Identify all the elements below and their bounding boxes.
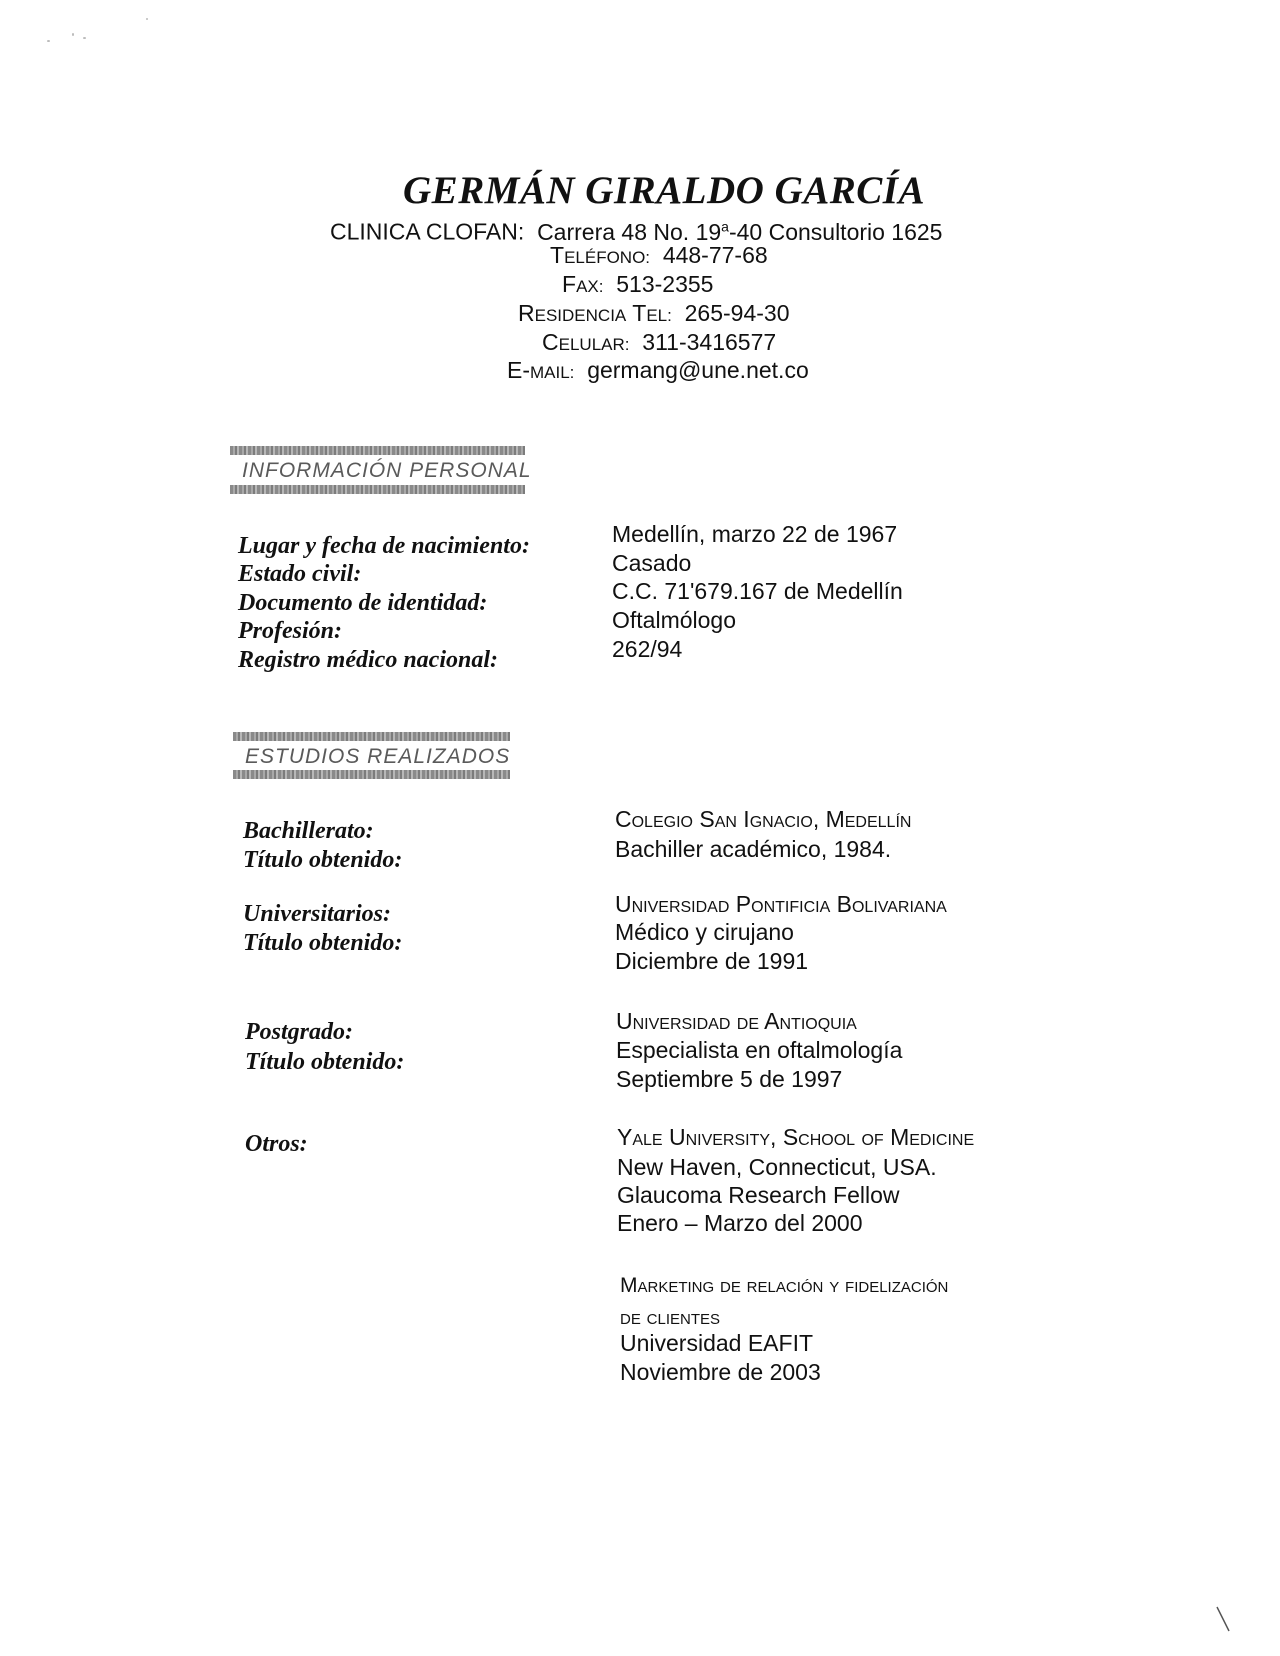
email-line <box>507 356 809 387</box>
section-banner-studies <box>233 732 510 779</box>
study-institution: Universidad EAFIT <box>620 1330 814 1356</box>
study-institution: Universidad de Antioquia <box>616 1008 857 1034</box>
fax-label: FAX: <box>562 271 604 297</box>
phone-value: 448-77-68 <box>662 242 768 268</box>
personal-value: Casado <box>612 550 692 576</box>
study-institution-cont: de clientes <box>620 1306 721 1329</box>
study-location: New Haven, Connecticut, USA. <box>617 1154 937 1180</box>
personal-value: C.C. 71'679.167 de Medellín <box>612 578 903 604</box>
section-title: ESTUDIOS REALIZADOS <box>245 745 511 768</box>
fax-value: 513-2355 <box>616 271 714 297</box>
scan-mark <box>1215 1605 1235 1635</box>
study-label: Título obtenido: <box>243 847 403 873</box>
study-date: Diciembre de 1991 <box>615 948 809 974</box>
cell-label: CELULAR: <box>542 329 630 355</box>
phone-label: TELÉFONO: <box>550 242 651 268</box>
study-date: Noviembre de 2003 <box>620 1359 821 1385</box>
email-label: E-MAIL: <box>507 357 575 383</box>
cell-value: 311-3416577 <box>642 329 777 355</box>
scan-speck <box>83 37 86 39</box>
study-role: Glaucoma Research Fellow <box>617 1182 900 1208</box>
personal-label: Documento de identidad: <box>238 590 488 616</box>
person-name: GERMÁN GIRALDO GARCÍA <box>403 169 925 212</box>
residence-label: RESIDENCIA TEL: <box>518 300 672 326</box>
residence-value: 265-94-30 <box>684 300 790 326</box>
banner-bar <box>230 446 525 455</box>
section-banner-personal <box>230 446 532 494</box>
email-value[interactable]: germang@une.net.co <box>587 357 809 383</box>
banner-bar <box>233 770 510 779</box>
personal-label: Profesión: <box>238 618 342 644</box>
clinic-address-sup: a <box>721 218 729 234</box>
residence-line <box>518 299 789 330</box>
study-label: Postgrado: <box>245 1019 353 1045</box>
personal-value: Oftalmólogo <box>612 607 737 633</box>
clinic-label: CLINICA CLOFAN: <box>330 218 525 245</box>
study-label: Título obtenido: <box>245 1049 405 1075</box>
banner-bar <box>230 485 525 494</box>
study-degree: Especialista en oftalmología <box>616 1037 903 1063</box>
scan-speck <box>72 33 74 36</box>
clinic-address-post: -40 Consultorio 1625 <box>728 218 943 245</box>
study-degree: Bachiller académico, 1984. <box>615 836 892 862</box>
personal-value: 262/94 <box>612 636 683 662</box>
study-label: Bachillerato: <box>243 818 374 844</box>
study-label: Título obtenido: <box>243 930 403 956</box>
personal-label: Estado civil: <box>238 561 362 587</box>
personal-value: Medellín, marzo 22 de 1967 <box>612 521 898 547</box>
study-institution: Marketing de relación y fidelización <box>620 1274 949 1297</box>
study-label: Universitarios: <box>243 901 392 927</box>
study-degree: Médico y cirujano <box>615 919 794 945</box>
banner-bar <box>233 732 510 741</box>
personal-label: Lugar y fecha de nacimiento: <box>238 533 530 559</box>
study-institution: Yale University, School of Medicine <box>617 1124 975 1150</box>
section-title: INFORMACIÓN PERSONAL <box>242 459 532 482</box>
personal-label: Registro médico nacional: <box>238 647 498 673</box>
study-date: Enero – Marzo del 2000 <box>617 1210 863 1236</box>
study-institution: Universidad Pontificia Bolivariana <box>615 891 947 917</box>
study-date: Septiembre 5 de 1997 <box>616 1066 843 1092</box>
cell-line <box>542 328 776 359</box>
study-label: Otros: <box>245 1131 308 1157</box>
study-institution: Colegio San Ignacio, Medellín <box>615 806 912 832</box>
fax-line <box>562 270 713 301</box>
clinic-address-pre: Carrera 48 No. 19 <box>537 218 722 245</box>
phone-line <box>550 241 768 272</box>
scan-speck <box>146 18 148 20</box>
scan-speck <box>47 40 50 42</box>
